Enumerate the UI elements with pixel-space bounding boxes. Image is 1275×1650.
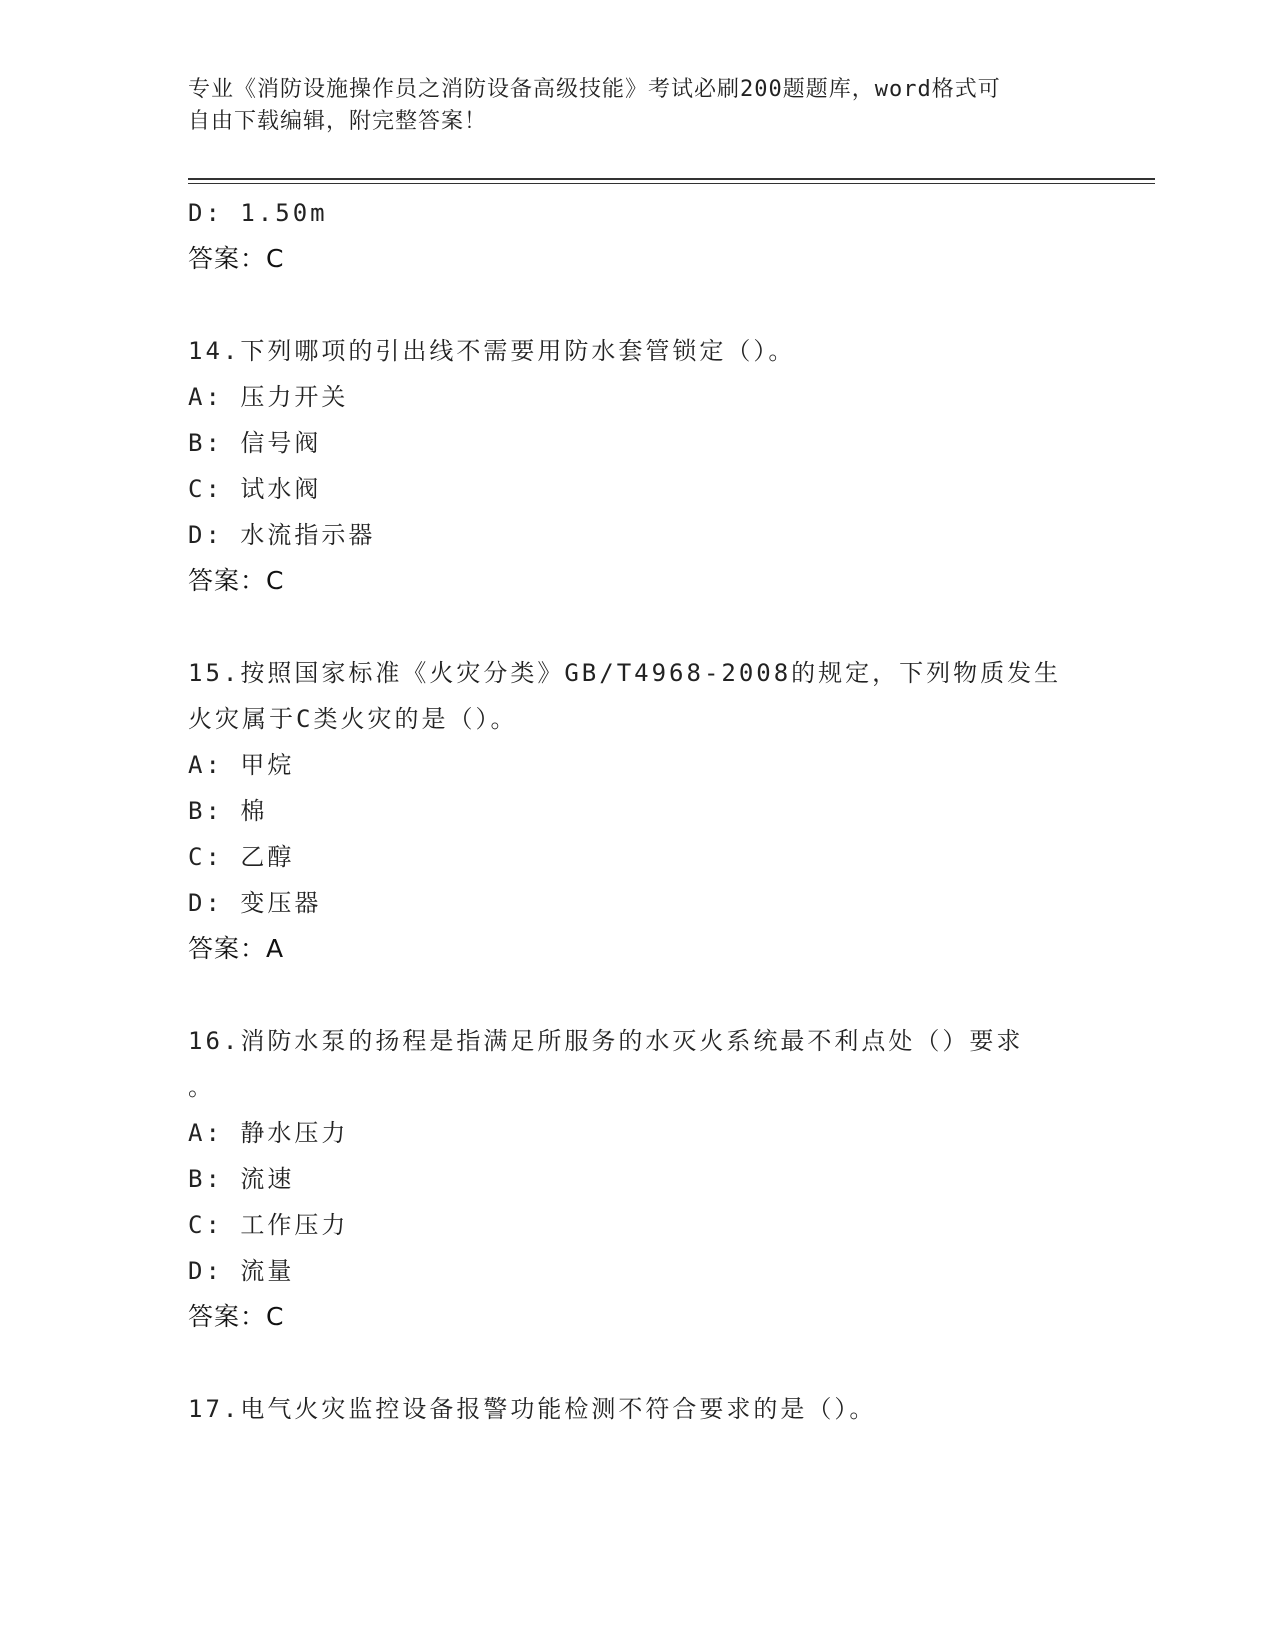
question-17 [188, 1386, 1088, 1432]
option-c: C: 乙醇 [188, 843, 295, 871]
option-c: C: 试水阀 [188, 475, 322, 503]
question-14 [188, 328, 1088, 604]
option-a: A: 压力开关 [188, 383, 349, 411]
question-text-line-1: 15.按照国家标准《火灾分类》GB/T4968-2008的规定，下列物质发生 [188, 659, 1062, 687]
header-divider-thick [188, 178, 1155, 180]
question-text-line-2: 火灾属于C类火灾的是（）。 [188, 705, 518, 733]
option-d: D: 1.50m [188, 199, 328, 227]
answer-line: 答案：C [188, 244, 285, 273]
question-text: 17.电气火灾监控设备报警功能检测不符合要求的是（）。 [188, 1395, 877, 1423]
option-d: D: 水流指示器 [188, 521, 376, 549]
previous-question-fragment [188, 190, 1088, 282]
question-text: 14.下列哪项的引出线不需要用防水套管锁定（）。 [188, 337, 796, 365]
question-16 [188, 1018, 1088, 1340]
header-divider-thin [188, 183, 1155, 184]
option-d: D: 变压器 [188, 889, 322, 917]
answer-line: 答案：C [188, 1302, 285, 1331]
answer-line: 答案：C [188, 566, 285, 595]
option-a: A: 静水压力 [188, 1119, 349, 1147]
question-15 [188, 650, 1088, 972]
option-d: D: 流量 [188, 1257, 295, 1285]
header-title-line-2: 自由下载编辑，附完整答案！ [188, 109, 488, 134]
question-text-line-1: 16.消防水泵的扬程是指满足所服务的水灭火系统最不利点处（）要求 [188, 1027, 1024, 1055]
option-b: B: 流速 [188, 1165, 295, 1193]
option-b: B: 棉 [188, 797, 268, 825]
option-a: A: 甲烷 [188, 751, 295, 779]
page-header [188, 74, 1088, 138]
document-body [188, 190, 1088, 1432]
option-c: C: 工作压力 [188, 1211, 349, 1239]
header-title-line-1: 专业《消防设施操作员之消防设备高级技能》考试必刷200题题库，word格式可 [188, 77, 1001, 102]
option-b: B: 信号阀 [188, 429, 322, 457]
question-text-line-2: 。 [188, 1073, 215, 1101]
answer-line: 答案：A [188, 934, 285, 963]
